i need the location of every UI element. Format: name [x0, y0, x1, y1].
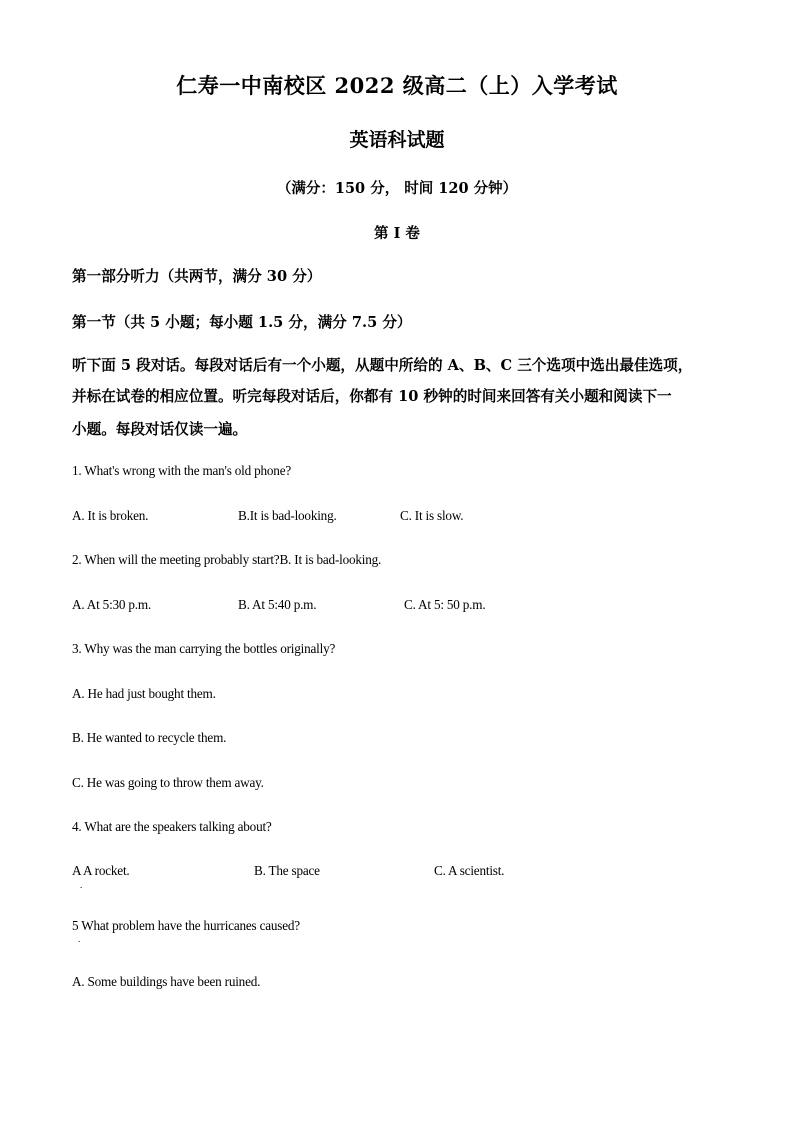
option-b: B.It is bad-looking.	[238, 508, 337, 523]
exam-subtitle: 英语科试题	[349, 129, 445, 151]
option-a: A. It is broken.	[72, 508, 149, 523]
option-a: A. At 5:30 p.m.	[72, 597, 152, 612]
instruction-line: 并标在试卷的相应位置。听完每段对话后，你都有 10 秒钟的时间来回答有关小题和阅读下一	[72, 388, 672, 405]
option-a: A. He had just bought them.	[72, 686, 216, 701]
option-b: B. The space	[254, 863, 320, 878]
section-heading: 第一节（共 5 小题；每小题 1.5 分，满分 7.5 分）	[72, 314, 412, 331]
stray-dot-mark: .	[78, 934, 81, 944]
option-c: C. At 5: 50 p.m.	[404, 597, 486, 612]
question-stem: 4. What are the speakers talking about?	[72, 819, 272, 834]
instruction-line: 听下面 5 段对话。每段对话后有一个小题，从题中所给的 A、B、C 三个选项中选出最佳选项，	[72, 357, 693, 374]
exam-title: 仁寿一中南校区 2022 级高二（上）入学考试	[176, 73, 618, 98]
option-b: B. At 5:40 p.m.	[238, 597, 317, 612]
question-stem: 1. What's wrong with the man's old phone?	[72, 463, 291, 478]
option-c: C. A scientist.	[434, 863, 505, 878]
option-b: B. He wanted to recycle them.	[72, 730, 227, 745]
option-c: C. He was going to throw them away.	[72, 775, 264, 790]
question-stem: 5 What problem have the hurricanes caused?	[72, 918, 300, 933]
part-heading: 第一部分听力（共两节，满分 30 分）	[72, 268, 322, 285]
question-stem: 2. When will the meeting probably start?B. It is bad-looking.	[72, 552, 382, 567]
score-info: （满分：150 分， 时间 120 分钟）	[276, 180, 518, 197]
volume-label: 第 I 卷	[374, 225, 420, 242]
instruction-line: 小题。每段对话仅读一遍。	[72, 421, 248, 438]
question-stem: 3. Why was the man carrying the bottles originally?	[72, 641, 336, 656]
option-c: C. It is slow.	[400, 508, 464, 523]
option-a: A A rocket.	[72, 863, 130, 878]
option-a: A. Some buildings have been ruined.	[72, 974, 261, 989]
stray-dot-mark: .	[80, 880, 83, 890]
